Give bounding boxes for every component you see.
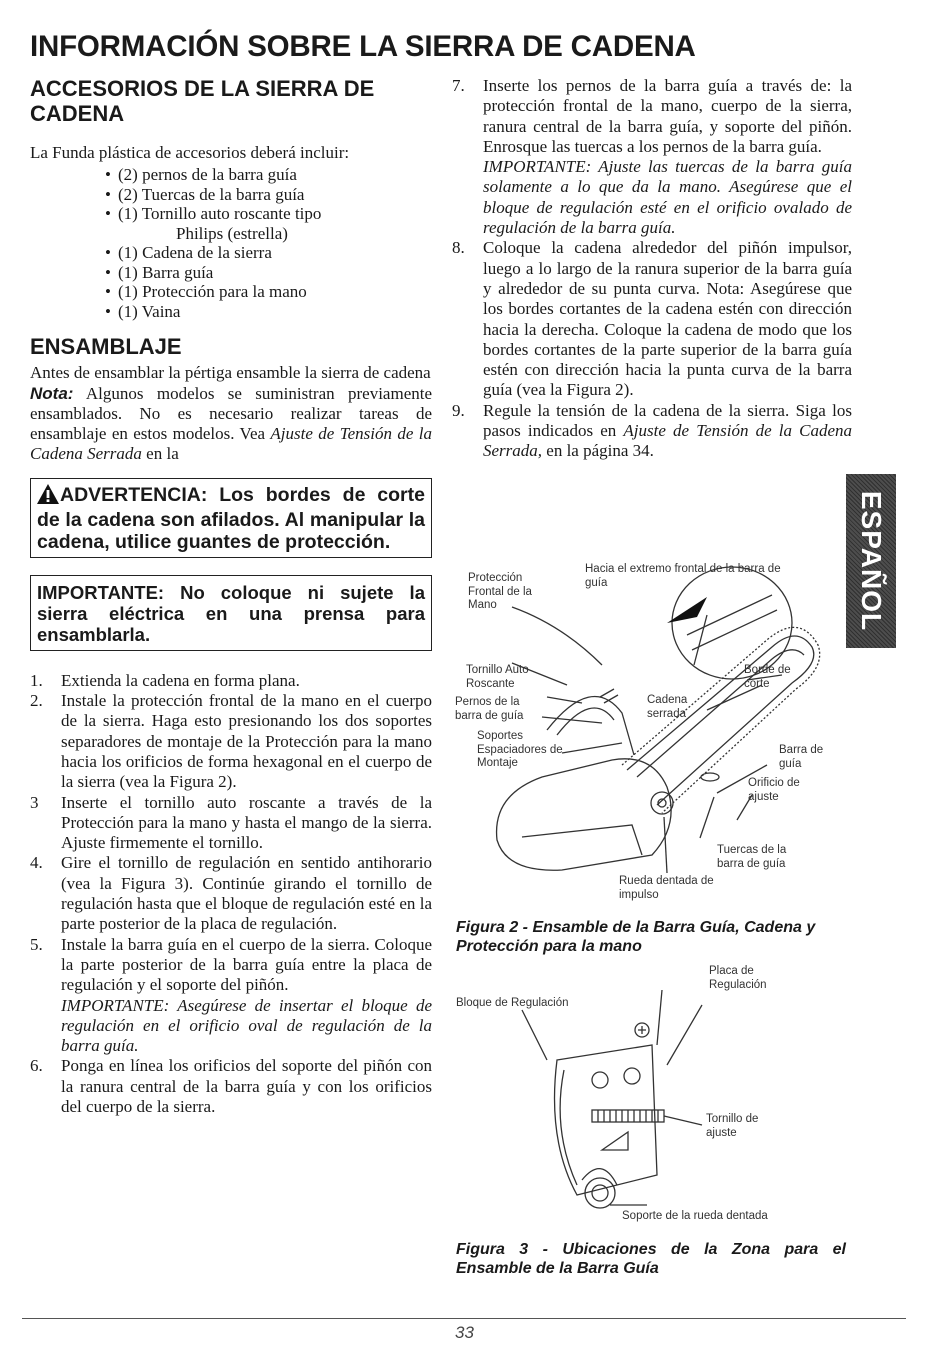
label-bolts: Pernos de la barra de guía: [455, 696, 524, 722]
label-nuts: Tuercas de la barra de guía: [717, 844, 787, 870]
note-end: en la: [146, 444, 179, 464]
accessories-list: [30, 165, 432, 321]
label-chain: Cadena serrada: [647, 694, 688, 720]
step-item: [452, 238, 852, 400]
step-text: Instale la protección frontal de la mano en el cuerpo de la sierra. Haga esto presionando los dos soportes separadores de montaje de la Protección para la mano hacia los orificios de forma hexagonal en el cuerpo de la sierra (vea la Figura 2).: [61, 691, 432, 792]
page-number: 33: [455, 1323, 474, 1342]
important-text: IMPORTANTE: No coloque ni sujete la sierra eléctrica en una prensa para ensamblarla.: [37, 581, 425, 645]
step-number: 9.: [452, 400, 465, 420]
label-slot: Orificio de ajuste: [748, 777, 800, 803]
assembly-heading: ENSAMBLAJE: [30, 334, 182, 360]
step-important-note: IMPORTANTE: Asegúrese de insertar el bloque de regulación en el orificio oval de regulación de la barra guía.: [61, 995, 432, 1056]
step-text: Regule la tensión de la cadena de la sierra. Siga los pasos indicados en: [483, 400, 852, 441]
step-important-note: IMPORTANTE: Ajuste las tuercas de la barra guía solamente a lo que da la mano. Asegúrese que el bloque de regulación esté en el orificio ovalado de regulación de la barra guía.: [483, 157, 852, 238]
step-number: 3: [30, 792, 39, 812]
step-reference: Ajuste de Tensión de la Cadena Serrada,: [483, 421, 853, 461]
label-mount: Soportes Espaciadores de Montaje: [477, 730, 563, 769]
step-item: [30, 671, 432, 691]
note-label: Nota:: [30, 383, 74, 403]
label-adjust-plate: Placa de Regulación: [709, 965, 767, 991]
step-text: Coloque la cadena alrededor del piñón impulsor, luego a lo largo de la ranura superior de la barra guía y alrededor de su punta curva. Nota: Asegúrese que los bordes cortantes de la cadena estén con dirección hacia la derecha. Coloque la cadena de modo que los bordes cortantes de la parte superior de la barra guía estén con dirección hacia la punta curva de la barra guía (vea la Figura 2).: [483, 238, 852, 400]
step-item: [30, 853, 432, 934]
list-item: • (1) Cadena de la sierra: [118, 243, 432, 263]
label-bar: Barra de guía: [779, 744, 824, 770]
figure-2-caption: [456, 918, 851, 956]
step-item: [452, 76, 852, 238]
step-number: 1.: [30, 670, 43, 690]
list-item-continuation: Philips (estrella): [176, 223, 288, 243]
step-text: Inserte el tornillo auto roscante a través de la Protección para la mano y hasta el mango de la sierra. Ajuste firmemente el tornillo.: [61, 792, 432, 853]
step-text: Gire el tornillo de regulación en sentido antihorario (vea la Figura 3). Continúe girando el tornillo de regulación hasta que el bloque de regulación esté en la parte posterior de la placa de regulación.: [61, 853, 432, 934]
label-edge: Borde de corte: [744, 664, 791, 690]
figure-3-caption: [456, 1240, 846, 1278]
language-side-tab: [846, 474, 896, 648]
step-item: [30, 691, 432, 792]
label-screw: Tornillo Auto Roscante: [466, 664, 529, 690]
step-number: 4.: [30, 853, 43, 873]
label-front-tip: Hacia el extremo frontal de la barra de guía: [585, 563, 781, 589]
list-item: • (1) Protección para la mano: [118, 282, 432, 302]
figure-3-caption-text: Figura 3 - Ubicaciones de la Zona para el Ensamble de la Barra Guía: [456, 1241, 846, 1277]
footer-rule: [22, 1318, 906, 1319]
step-text-end: en la página 34.: [546, 441, 654, 461]
list-item: • (1) Vaina: [118, 302, 432, 322]
list-item: [118, 204, 432, 243]
assembly-note: [30, 384, 432, 465]
steps-right: [452, 76, 852, 462]
step-number: 5.: [30, 934, 43, 954]
label-sprocket: Rueda dentada de impulso: [619, 875, 714, 901]
important-box: [30, 575, 432, 651]
figure-2-caption-text: Figura 2 - Ensamble de la Barra Guía, Cadena y Protección para la mano: [456, 919, 816, 955]
label-adjust-block: Bloque de Regulación: [456, 997, 569, 1009]
label-adjust-screw: Tornillo de ajuste: [706, 1113, 759, 1139]
step-number: 6.: [30, 1056, 43, 1076]
label-hand-guard: Protección Frontal de la Mano: [468, 572, 532, 611]
warning-box: [30, 478, 432, 558]
right-column: [452, 76, 852, 462]
step-text: Extienda la cadena en forma plana.: [61, 670, 300, 690]
note-reference: Ajuste de Tensión de la Cadena Serrada: [30, 424, 432, 464]
accessories-intro: La Funda plástica de accesorios deberá incluir:: [30, 143, 350, 162]
steps-left: [30, 671, 432, 1118]
figure-2: [452, 555, 847, 910]
warning-icon: [37, 484, 59, 509]
step-number: 2.: [30, 691, 43, 711]
note-text: Algunos modelos se suministran previamente ensamblados. No es necesario realizar tareas de ensamblaje en estos modelos. Vea: [30, 383, 433, 444]
assembly-intro: Antes de ensamblar la pértiga ensamble la sierra de cadena: [30, 363, 431, 383]
side-tab-label: ESPAÑOL: [856, 490, 887, 632]
step-number: 7.: [452, 76, 465, 95]
list-item-text: (1) Tornillo auto roscante tipo: [118, 204, 322, 224]
accessories-heading: ACCESORIOS DE LA SIERRA DE CADENA: [30, 76, 375, 126]
list-item: • (2) pernos de la barra guía: [118, 165, 432, 185]
step-item: [30, 1056, 432, 1117]
list-item: • (2) Tuercas de la barra guía: [118, 185, 432, 205]
step-item: [30, 793, 432, 854]
step-item: [30, 935, 432, 1057]
step-text: Ponga en línea los orificios del soporte del piñón con la ranura central de la barra guía y con los orificios del cuerpo de la sierra.: [61, 1056, 432, 1117]
step-text: Instale la barra guía en el cuerpo de la sierra. Coloque la parte posterior de la barra guía entre la placa de regulación y el soporte del piñón.: [61, 934, 432, 995]
figure-3: [452, 960, 847, 1225]
label-sprocket-bracket: Soporte de la rueda dentada: [622, 1210, 768, 1222]
left-column: [30, 76, 432, 1117]
step-number: 8.: [452, 238, 465, 258]
page-title: INFORMACIÓN SOBRE LA SIERRA DE CADENA: [30, 30, 696, 63]
step-item: [452, 401, 852, 462]
step-text: Inserte los pernos de la barra guía a través de: la protección frontal de la mano, cuerpo de la sierra, ranura central de la barra guía, y soporte del piñón. Enrosque las tuercas a los pernos de la barra guía.: [483, 76, 852, 156]
list-item: • (1) Barra guía: [118, 263, 432, 283]
warning-text: ADVERTENCIA: Los bordes de corte de la cadena son afilados. Al manipular la cadena, utilice guantes de protección.: [37, 483, 425, 553]
